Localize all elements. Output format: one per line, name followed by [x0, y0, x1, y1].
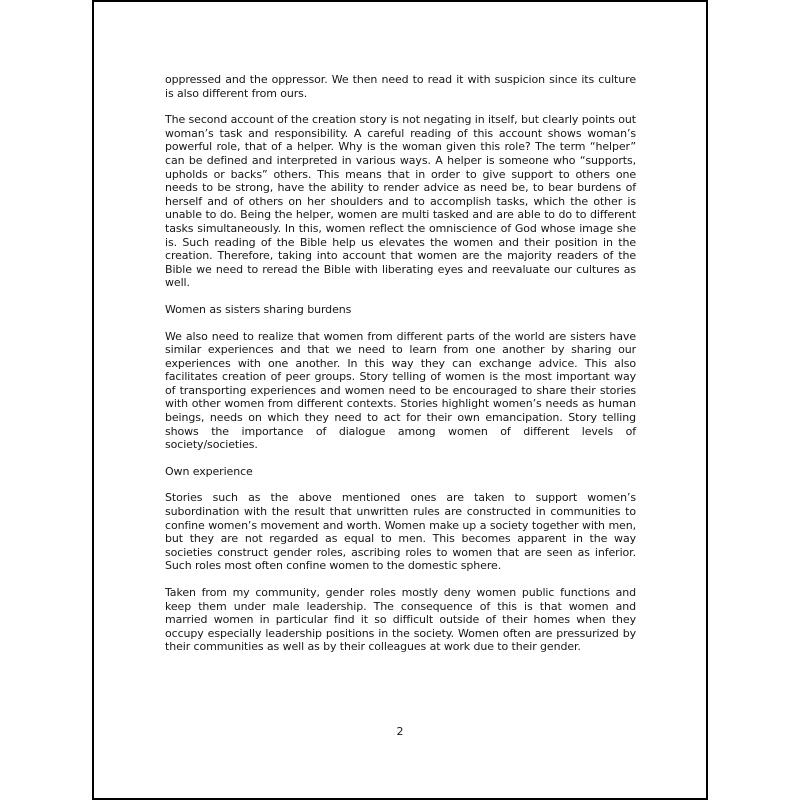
section-heading-women-as-sisters: Women as sisters sharing burdens — [165, 302, 352, 316]
paragraph: Taken from my community, gender roles mostly deny women public functions and keep them under male leadership. The consequence of this is that women and married women in particular find it so difficult outside of their homes when they occupy especially leadership positions in the society. Women often are pressurized by their communities as well as by their colleagues at work due to their gender. — [165, 586, 636, 654]
paragraph: Stories such as the above mentioned ones are taken to support women’s subordination with the result that unwritten rules are constructed in communities to confine women’s movement and worth. Women make up a society together with men, but they are not regarded as equal to men. This becomes apparent in the way societies construct gender roles, ascribing roles to women that are seen as inferior. Such roles most often confine women to the domestic sphere. — [165, 491, 636, 573]
document-page — [92, 0, 708, 800]
paragraph: We also need to realize that women from different parts of the world are sisters have similar experiences and that we need to learn from one another by sharing our experiences with one another. In this way they can exchange advice. This also facilitates creation of peer groups. Story telling of women is the most important way of transporting experiences and women need to be encouraged to share their stories with other women from different contexts. Stories highlight women’s needs as human beings, needs on which they need to act for their own emancipation. Story telling shows the importance of dialogue among women of different levels of society/societies. — [165, 329, 636, 452]
text-column — [165, 73, 636, 667]
paragraph: The second account of the creation story is not negating in itself, but clearly points out woman’s task and responsibility. A careful reading of this account shows woman’s powerful role, that of a helper. Why is the woman given this role? The term “helper” can be defined and interpreted in various ways. A helper is someone who “supports, upholds or backs” others. This means that in order to give support to others one needs to be strong, have the ability to render advice as need be, to bear burdens of herself and of others on her shoulders and to accomplish tasks, which the other is unable to do. Being the helper, women are multi tasked and are able to do to different tasks simultaneously. In this, women reflect the omniscience of God whose image she is. Such reading of the Bible help us elevates the women and their position in the creation. Therefore, taking into account that women are the majority readers of the Bible we need to reread the Bible with liberating eyes and reevaluate our cultures as well. — [165, 113, 637, 290]
section-heading-own-experience: Own experience — [165, 464, 253, 478]
page-number: 2 — [396, 725, 404, 738]
paragraph: oppressed and the oppressor. We then need to read it with suspicion since its culture is also different from ours. — [165, 73, 636, 100]
